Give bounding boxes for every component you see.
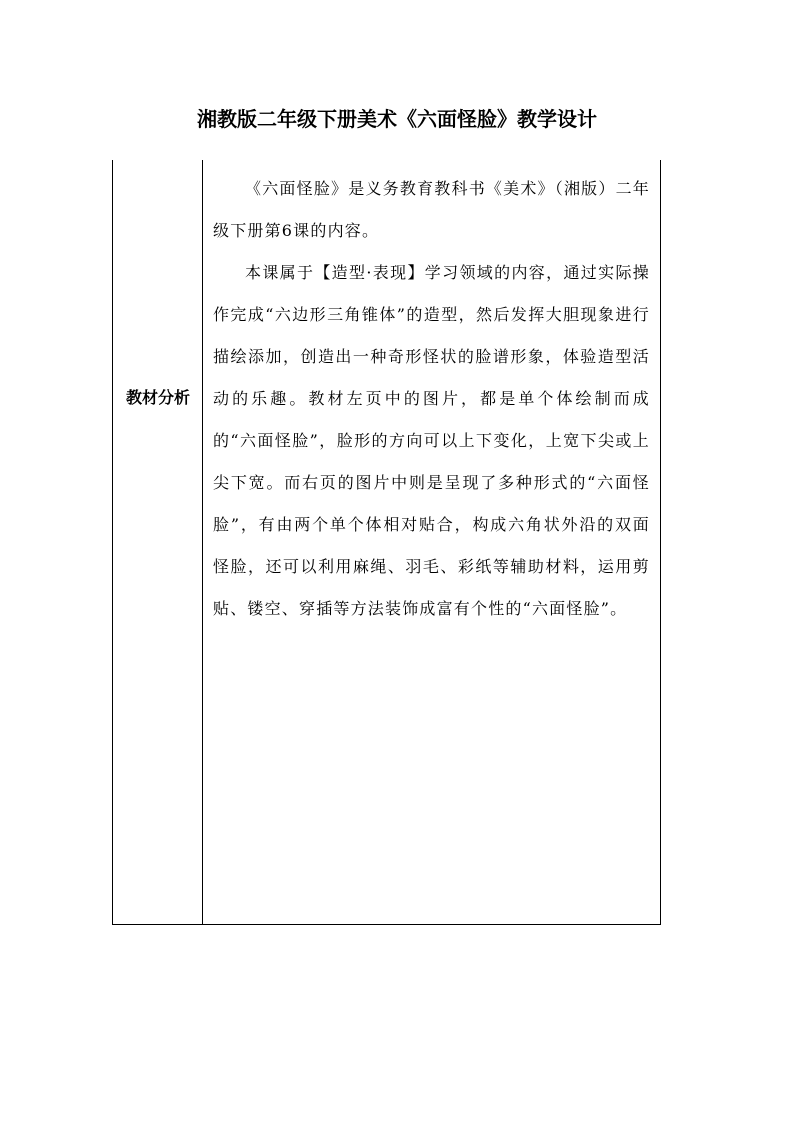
paragraph-2: 本课属于【造型·表现】学习领域的内容，通过实际操作完成“六边形三角锥体”的造型，然后发挥大胆现象进行描绘添加，创造出一种奇形怪状的脸谱形象，体验造型活动的乐趣。教材左页中的图片，都是单个体绘制而成的“六面怪脸”，脸形的方向可以上下变化，上宽下尖或上尖下宽。而右页的图片中则是呈现了多种形式的“六面怪脸”，有由两个单个体相对贴合，构成六角状外沿的双面怪脸，还可以利用麻绳、羽毛、彩纸等辅助材料，运用剪贴、镂空、穿插等方法装饰成富有个性的“六面怪脸”。	[213, 263, 650, 618]
row-label: 教材分析	[125, 388, 190, 407]
content-cell	[203, 160, 660, 924]
lesson-table	[112, 160, 661, 925]
row-label-cell	[113, 160, 203, 924]
document-title: 湘教版二年级下册美术《六面怪脸》教学设计	[197, 107, 597, 131]
paragraph-1: 《六面怪脸》是义务教育教科书《美术》（湘版）二年级下册第6课的内容。	[213, 179, 650, 240]
